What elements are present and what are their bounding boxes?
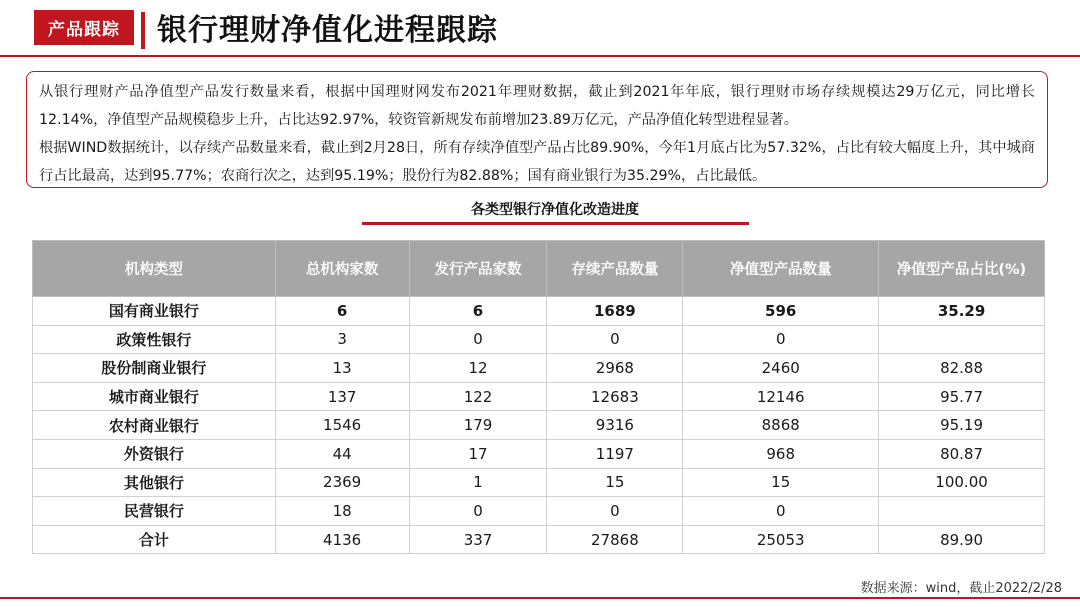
cell-issuing-institutions: 122 — [409, 382, 547, 411]
cell-institution-type: 国有商业银行 — [33, 297, 276, 326]
cell-net-value-ratio — [879, 497, 1045, 526]
table-row — [33, 468, 1045, 497]
header-net-value-products: 净值型产品数量 — [683, 241, 879, 297]
title-divider — [141, 12, 145, 49]
table-title: 各类型银行净值化改造进度 — [471, 202, 639, 218]
cell-net-value-ratio: 82.88 — [879, 354, 1045, 383]
cell-total-institutions: 44 — [275, 439, 409, 468]
cell-outstanding-products: 1689 — [547, 297, 683, 326]
cell-outstanding-products: 12683 — [547, 382, 683, 411]
table-row — [33, 325, 1045, 354]
cell-net-value-products: 12146 — [683, 382, 879, 411]
table-row — [33, 382, 1045, 411]
table-row — [33, 411, 1045, 440]
summary-box — [26, 71, 1048, 188]
header-institution-type: 机构类型 — [33, 241, 276, 297]
cell-total-institutions: 1546 — [275, 411, 409, 440]
cell-net-value-ratio: 80.87 — [879, 439, 1045, 468]
table-header-row — [33, 241, 1045, 297]
cell-total-institutions: 13 — [275, 354, 409, 383]
cell-total-institutions: 3 — [275, 325, 409, 354]
cell-institution-type: 合计 — [33, 525, 276, 554]
table-total-row — [33, 525, 1045, 554]
cell-outstanding-products: 0 — [547, 325, 683, 354]
table-row — [33, 297, 1045, 326]
cell-net-value-products: 0 — [683, 497, 879, 526]
cell-issuing-institutions: 1 — [409, 468, 547, 497]
cell-outstanding-products: 15 — [547, 468, 683, 497]
table-row — [33, 439, 1045, 468]
cell-net-value-products: 8868 — [683, 411, 879, 440]
cell-net-value-ratio: 35.29 — [879, 297, 1045, 326]
header-issuing-institutions: 发行产品家数 — [409, 241, 547, 297]
footer-rule — [0, 597, 1080, 599]
cell-net-value-products: 596 — [683, 297, 879, 326]
page-title: 银行理财净值化进程跟踪 — [157, 13, 498, 48]
header-rule — [0, 55, 1080, 57]
cell-total-institutions: 18 — [275, 497, 409, 526]
bank-net-value-table — [32, 240, 1045, 554]
cell-institution-type: 政策性银行 — [33, 325, 276, 354]
table-title-underline — [362, 222, 749, 225]
cell-issuing-institutions: 0 — [409, 325, 547, 354]
header-net-value-ratio: 净值型产品占比(%) — [879, 241, 1045, 297]
cell-net-value-products: 0 — [683, 325, 879, 354]
data-source-note: 数据来源：wind，截止2022/2/28 — [860, 581, 1062, 596]
cell-issuing-institutions: 179 — [409, 411, 547, 440]
cell-net-value-ratio: 95.19 — [879, 411, 1045, 440]
cell-issuing-institutions: 6 — [409, 297, 547, 326]
cell-institution-type: 其他银行 — [33, 468, 276, 497]
cell-total-institutions: 2369 — [275, 468, 409, 497]
cell-outstanding-products: 0 — [547, 497, 683, 526]
cell-outstanding-products: 2968 — [547, 354, 683, 383]
cell-total-institutions: 137 — [275, 382, 409, 411]
cell-total-institutions: 4136 — [275, 525, 409, 554]
summary-paragraph-2: 根据WIND数据统计，以存续产品数量来看，截止到2月28日，所有存续净值型产品占比89.90%，今年1月底占比为57.32%，占比有较大幅度上升，其中城商行占比最高，达到95.77%；农商行次之，达到95.19%；股份行为82.88%；国有商业银行为35.29%，占比最低。 — [39, 140, 1035, 184]
table-row — [33, 497, 1045, 526]
cell-net-value-ratio: 100.00 — [879, 468, 1045, 497]
cell-outstanding-products: 1197 — [547, 439, 683, 468]
header-outstanding-products: 存续产品数量 — [547, 241, 683, 297]
cell-net-value-products: 968 — [683, 439, 879, 468]
cell-institution-type: 股份制商业银行 — [33, 354, 276, 383]
header-total-institutions: 总机构家数 — [275, 241, 409, 297]
cell-outstanding-products: 27868 — [547, 525, 683, 554]
cell-net-value-ratio: 89.90 — [879, 525, 1045, 554]
cell-issuing-institutions: 337 — [409, 525, 547, 554]
cell-net-value-ratio — [879, 325, 1045, 354]
cell-net-value-products: 2460 — [683, 354, 879, 383]
cell-institution-type: 农村商业银行 — [33, 411, 276, 440]
cell-outstanding-products: 9316 — [547, 411, 683, 440]
section-tag: 产品跟踪 — [34, 10, 134, 45]
cell-institution-type: 外资银行 — [33, 439, 276, 468]
cell-institution-type: 城市商业银行 — [33, 382, 276, 411]
cell-issuing-institutions: 17 — [409, 439, 547, 468]
cell-issuing-institutions: 12 — [409, 354, 547, 383]
cell-total-institutions: 6 — [275, 297, 409, 326]
cell-net-value-products: 15 — [683, 468, 879, 497]
cell-institution-type: 民营银行 — [33, 497, 276, 526]
cell-issuing-institutions: 0 — [409, 497, 547, 526]
summary-paragraph-1: 从银行理财产品净值型产品发行数量来看，根据中国理财网发布2021年理财数据，截止到2021年年底，银行理财市场存续规模达29万亿元，同比增长12.14%，净值型产品规模稳步上升，占比达92.97%，较资管新规发布前增加23.89万亿元，产品净值化转型进程显著。 — [39, 84, 1035, 128]
cell-net-value-ratio: 95.77 — [879, 382, 1045, 411]
table-row — [33, 354, 1045, 383]
cell-net-value-products: 25053 — [683, 525, 879, 554]
